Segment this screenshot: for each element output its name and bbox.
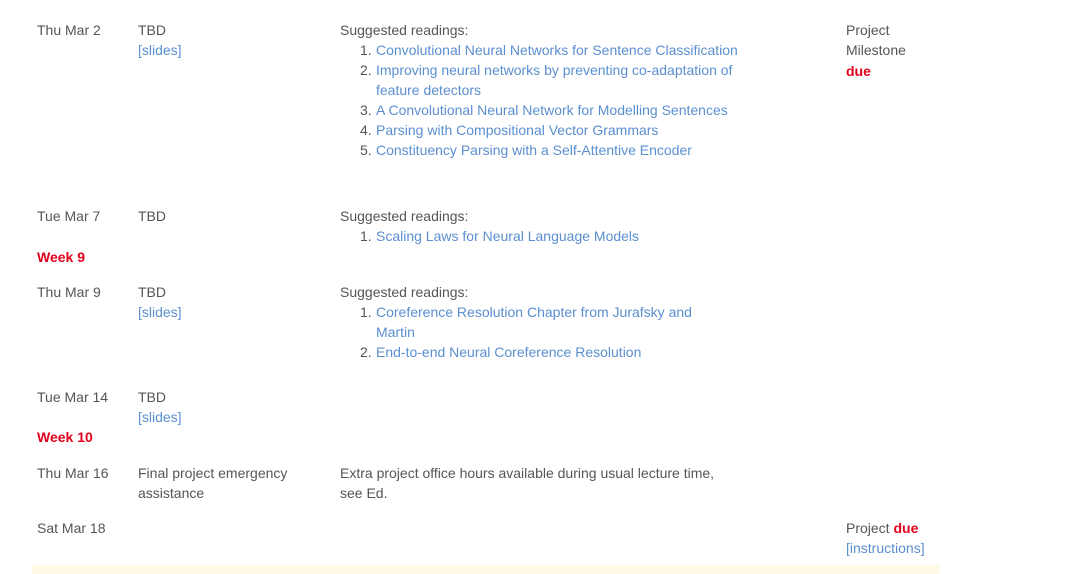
reading-link[interactable]: Parsing with Compositional Vector Grammars — [376, 122, 659, 138]
reading-link[interactable]: Convolutional Neural Networks for Sentence Classification — [376, 42, 738, 58]
row-topic: TBD — [138, 284, 166, 300]
row-topic: TBD — [138, 208, 166, 224]
readings-label: Suggested readings: — [340, 284, 469, 300]
reading-link[interactable]: Constituency Parsing with a Self-Attentive Encoder — [376, 142, 692, 158]
row-date: Tue Mar 7 — [37, 208, 101, 224]
row-description: Extra project office hours available during usual lecture time, see Ed. — [340, 465, 715, 501]
list-item: 3. A Convolutional Neural Network for Modelling Sentences — [360, 100, 740, 120]
reading-link[interactable]: Improving neural networks by preventing co-adaptation of feature detectors — [376, 62, 733, 98]
event-label — [846, 518, 918, 538]
table-bottom-highlight — [32, 565, 940, 574]
list-item: 2. End-to-end Neural Coreference Resolution — [360, 342, 710, 362]
due-badge: due — [846, 63, 871, 79]
readings-list — [360, 226, 740, 246]
due-badge: due — [893, 520, 919, 536]
slides-link[interactable]: [slides] — [138, 42, 182, 58]
row-date: Thu Mar 9 — [37, 284, 101, 300]
list-item: 4. Parsing with Compositional Vector Grammars — [360, 120, 740, 140]
slides-link[interactable]: [slides] — [138, 304, 182, 320]
reading-link[interactable]: End-to-end Neural Coreference Resolution — [376, 344, 642, 360]
reading-link[interactable]: Scaling Laws for Neural Language Models — [376, 228, 640, 244]
week-label: Week 10 — [37, 429, 93, 445]
reading-link[interactable]: Coreference Resolution Chapter from Jurafsky and Martin — [376, 304, 692, 340]
readings-label: Suggested readings: — [340, 208, 469, 224]
readings-list — [360, 40, 740, 160]
row-date: Sat Mar 18 — [37, 520, 106, 536]
row-topic: TBD — [138, 389, 166, 405]
row-date: Thu Mar 2 — [37, 22, 101, 38]
slides-link[interactable]: [slides] — [138, 409, 182, 425]
instructions-link[interactable]: [instructions] — [846, 540, 925, 556]
event-prefix: Project — [846, 520, 890, 536]
list-item: 1. Convolutional Neural Networks for Sentence Classification — [360, 40, 740, 60]
row-date: Tue Mar 14 — [37, 389, 109, 405]
reading-link[interactable]: A Convolutional Neural Network for Modelling Sentences — [376, 102, 728, 118]
row-topic: Final project emergency assistance — [138, 465, 288, 501]
list-item: 5. Constituency Parsing with a Self-Attentive Encoder — [360, 140, 740, 160]
readings-label: Suggested readings: — [340, 22, 469, 38]
row-date: Thu Mar 16 — [37, 465, 109, 481]
list-item: 2. Improving neural networks by preventing co-adaptation of feature detectors — [360, 60, 740, 100]
event-label: Project — [846, 22, 890, 38]
row-topic: TBD — [138, 22, 166, 38]
list-item: 1. Coreference Resolution Chapter from Jurafsky and Martin — [360, 302, 710, 342]
readings-list — [360, 302, 710, 362]
list-item: 1. Scaling Laws for Neural Language Models — [360, 226, 740, 246]
event-label: Milestone — [846, 42, 906, 58]
week-label: Week 9 — [37, 249, 85, 265]
